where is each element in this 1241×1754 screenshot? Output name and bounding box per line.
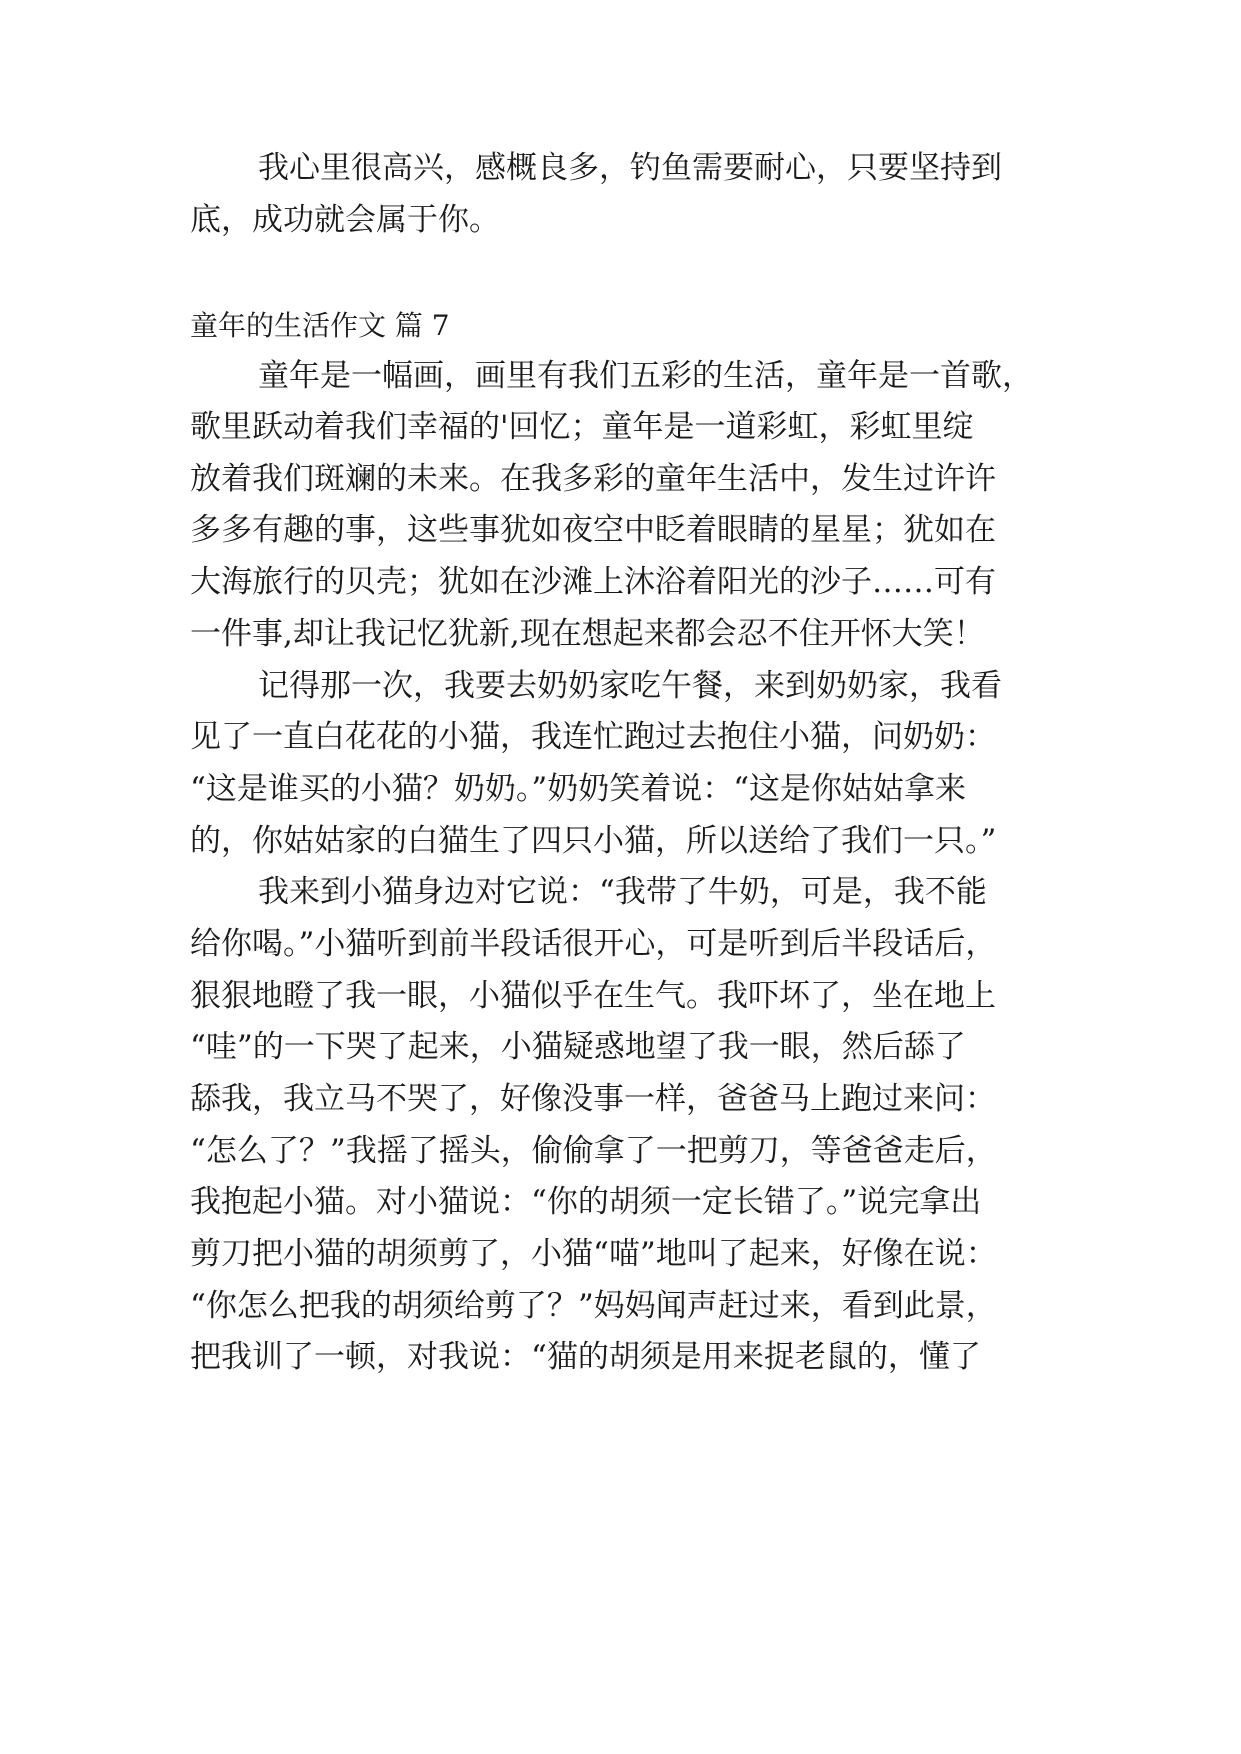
paragraph-2-line-1: 记得那一次，我要去奶奶家吃午餐，来到奶奶家，我看 xyxy=(258,668,1002,704)
paragraph-2-line-4: 的，你姑姑家的白猫生了四只小猫，所以送给了我们一只。” xyxy=(190,823,997,859)
intro-line-2: 底，成功就会属于你。 xyxy=(190,202,500,238)
intro-line-1: 我心里很高兴，感概良多，钓鱼需要耐心，只要坚持到 xyxy=(258,150,1002,186)
paragraph-3-line-6: “怎么了？”我摇了摇头，偷偷拿了一把剪刀，等爸爸走后， xyxy=(190,1133,997,1169)
paragraph-3-line-10: 把我训了一顿，对我说：“猫的胡须是用来捉老鼠的，懂了 xyxy=(190,1339,981,1375)
paragraph-3-line-9: “你怎么把我的胡须给剪了？”妈妈闻声赶过来，看到此景， xyxy=(190,1288,997,1324)
paragraph-3-line-1: 我来到小猫身边对它说：“我带了牛奶，可是，我不能 xyxy=(258,874,987,910)
paragraph-1-line-2: 歌里跃动着我们幸福的'回忆；童年是一道彩虹，彩虹里绽 xyxy=(190,409,974,445)
paragraph-2-line-2: 见了一直白花花的小猫，我连忙跑过去抱住小猫，问奶奶： xyxy=(190,719,996,755)
paragraph-3-line-4: “哇”的一下哭了起来，小猫疑惑地望了我一眼，然后舔了 xyxy=(190,1029,966,1065)
paragraph-1-line-5: 大海旅行的贝壳；犹如在沙滩上沐浴着阳光的沙子……可有 xyxy=(190,564,996,600)
paragraph-2-line-3: “这是谁买的小猫？奶奶。”奶奶笑着说：“这是你姑姑拿来 xyxy=(190,771,967,807)
paragraph-1-line-1: 童年是一幅画，画里有我们五彩的生活，童年是一首歌， xyxy=(258,358,1033,394)
paragraph-3-line-2: 给你喝。”小猫听到前半段话很开心，可是听到后半段话后， xyxy=(190,926,997,962)
paragraph-3-line-8: 剪刀把小猫的胡须剪了，小猫“喵”地叫了起来，好像在说： xyxy=(190,1236,997,1272)
paragraph-1-line-6: 一件事,却让我记忆犹新,现在想起来都会忍不住开怀大笑！ xyxy=(190,616,985,652)
paragraph-3-line-3: 狠狠地瞪了我一眼，小猫似乎在生气。我吓坏了，坐在地上 xyxy=(190,978,996,1014)
section-title: 童年的生活作文 篇 7 xyxy=(190,309,450,342)
paragraph-3-line-5: 舔我，我立马不哭了，好像没事一样，爸爸马上跑过来问： xyxy=(190,1081,996,1117)
paragraph-1-line-4: 多多有趣的事，这些事犹如夜空中眨着眼睛的星星；犹如在 xyxy=(190,512,996,548)
paragraph-3-line-7: 我抱起小猫。对小猫说：“你的胡须一定长错了。”说完拿出 xyxy=(190,1184,982,1220)
paragraph-1-line-3: 放着我们斑斓的未来。在我多彩的童年生活中，发生过许许 xyxy=(190,461,996,497)
